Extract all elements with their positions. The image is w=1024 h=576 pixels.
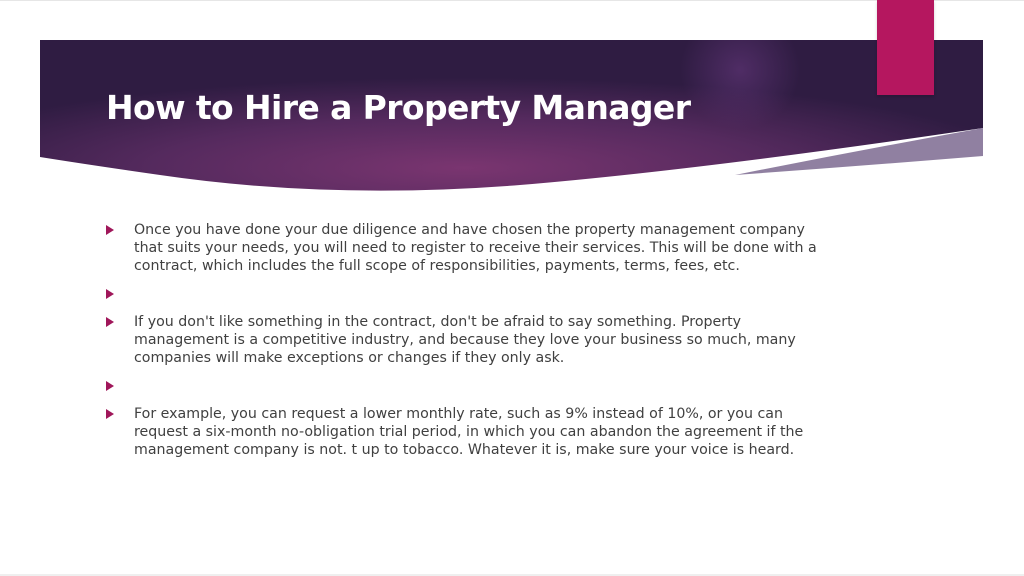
bullet-item-empty — [106, 285, 836, 303]
bullet-list — [106, 221, 836, 459]
bullet-text: If you don't like something in the contract, don't be afraid to say something. Property management is a competitive industry, and because they love your business so much, many companies will make exceptions or changes if they only ask. — [134, 314, 796, 366]
triangle-right-icon — [106, 289, 114, 299]
triangle-right-icon — [106, 317, 114, 327]
bullet-item — [106, 405, 836, 459]
slide-title: How to Hire a Property Manager — [106, 88, 691, 127]
bullet-text: Once you have done your due diligence and have chosen the property management company that suits your needs, you will need to register to receive their services. This will be done with a contract, which includes the full scope of responsibilities, payments, terms, fees, etc. — [134, 222, 817, 274]
bullet-item-empty — [106, 377, 836, 395]
triangle-right-icon — [106, 409, 114, 419]
bullet-item — [106, 313, 836, 367]
accent-tab — [877, 0, 934, 95]
triangle-right-icon — [106, 225, 114, 235]
bullet-text: For example, you can request a lower monthly rate, such as 9% instead of 10%, or you can request a six-month no-obligation trial period, in which you can abandon the agreement if the management company is not. t up to tobacco. Whatever it is, make sure your voice is heard. — [134, 406, 804, 458]
bullet-item — [106, 221, 836, 275]
triangle-right-icon — [106, 381, 114, 391]
